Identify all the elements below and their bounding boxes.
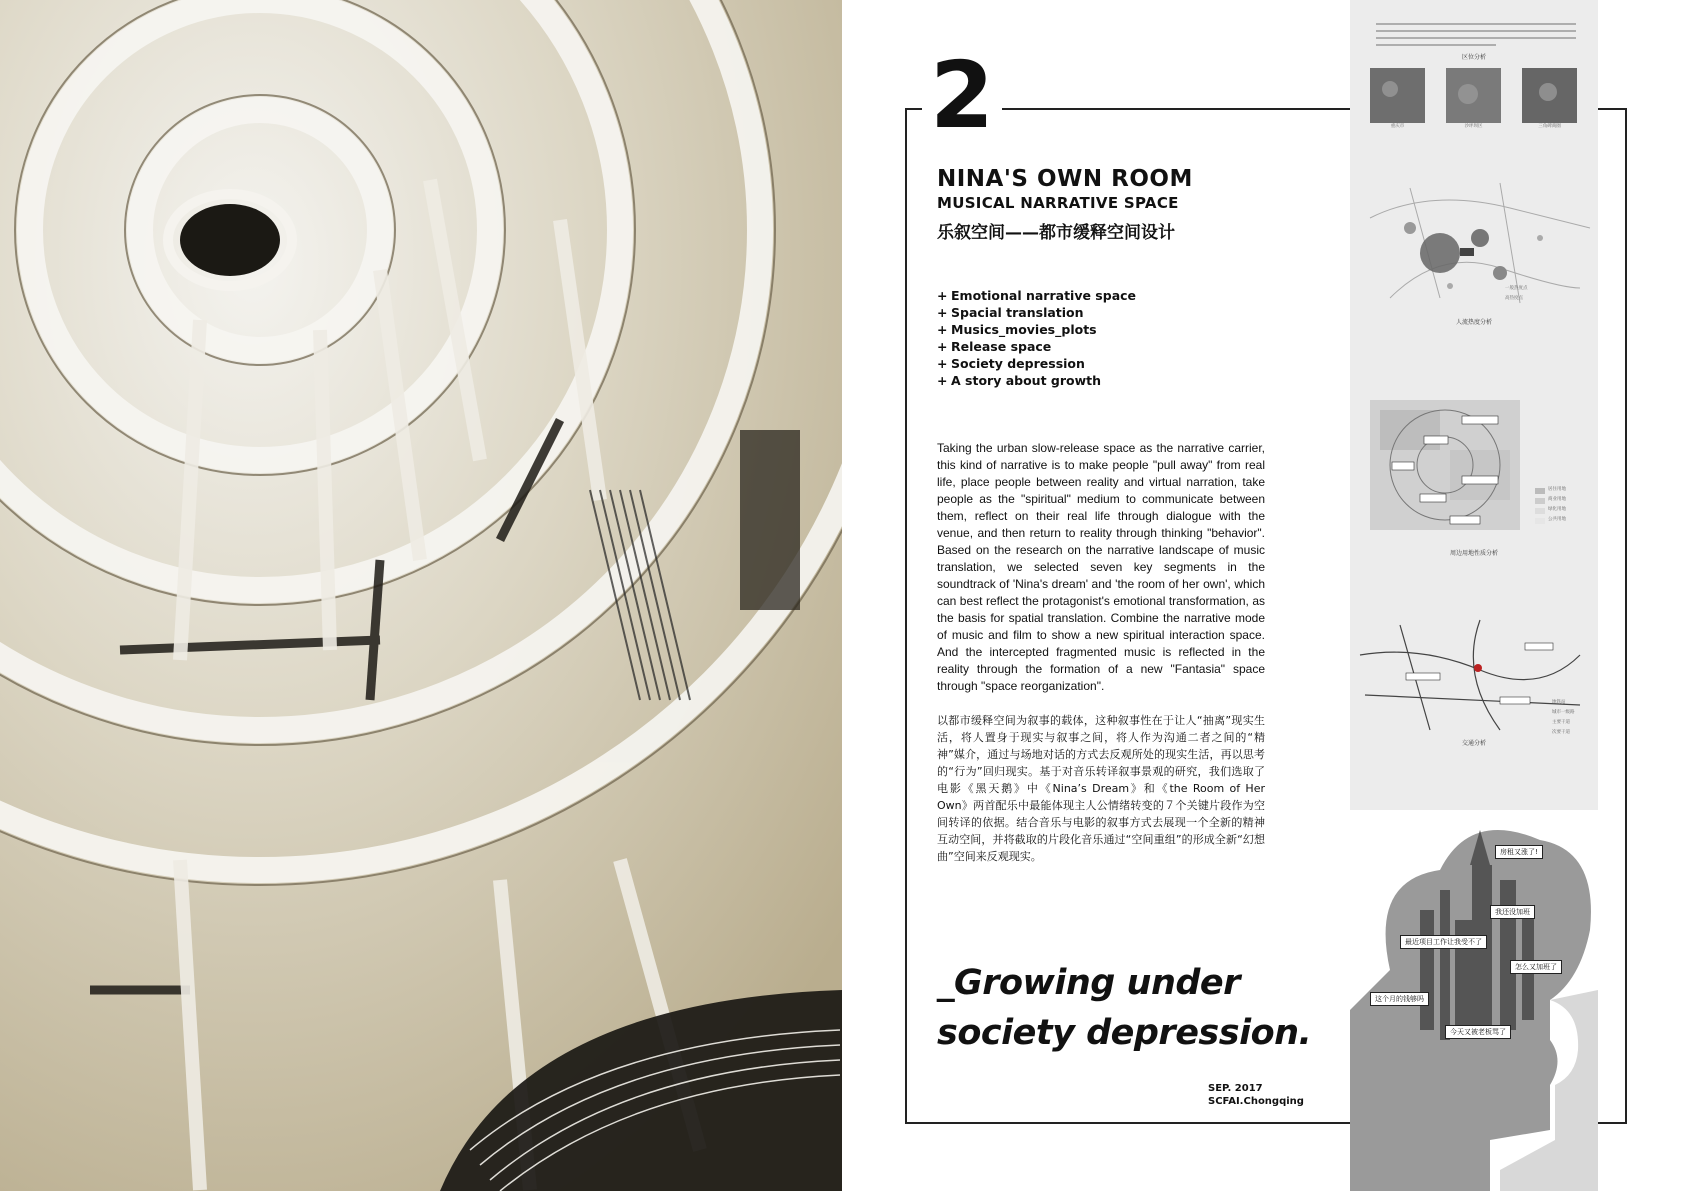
keyword-item: + Society depression bbox=[937, 356, 1085, 371]
plus-icon: + bbox=[937, 356, 948, 371]
keyword-list bbox=[937, 287, 1136, 389]
credit-block bbox=[1208, 1082, 1304, 1108]
project-title: NINA'S OWN ROOM bbox=[937, 166, 1193, 192]
project-subtitle: MUSICAL NARRATIVE SPACE bbox=[937, 194, 1179, 212]
traffic-legend-item: 城市一级路 bbox=[1552, 710, 1575, 715]
intro-text-lines bbox=[1376, 20, 1576, 50]
speech-bubble: 怎么又加班了 bbox=[1510, 960, 1562, 974]
speech-bubble: 最近项目工作让我受不了 bbox=[1400, 935, 1487, 949]
keyword-item: + Musics_movies_plots bbox=[937, 322, 1097, 337]
traffic-legend-item: 次要干道 bbox=[1552, 730, 1570, 735]
keyword-item: + Emotional narrative space bbox=[937, 288, 1137, 303]
keyword-item: + A story about growth bbox=[937, 373, 1102, 388]
traffic-analysis-title: 交通分析 bbox=[1461, 740, 1486, 747]
slogan-line-1: _Growing under bbox=[937, 963, 1240, 1003]
date-label: SEP. 2017 bbox=[1208, 1083, 1263, 1094]
slogan-line-2: society depression. bbox=[937, 1013, 1312, 1053]
intro-text-block bbox=[1376, 20, 1576, 53]
traffic-legend-item: 地铁站 bbox=[1552, 700, 1566, 705]
plus-icon: + bbox=[937, 373, 948, 388]
analysis-strip bbox=[1350, 0, 1598, 1191]
page-number: 2 bbox=[922, 50, 1002, 142]
landuse-legend-item: 绿化用地 bbox=[1548, 507, 1566, 512]
crowd-analysis-title: 人流热度分析 bbox=[1455, 319, 1492, 326]
location-analysis-title: 区位分析 bbox=[1461, 54, 1486, 61]
description-chinese: 以都市缓释空间为叙事的载体，这种叙事性在于让人“抽离”现实生活，将人置身于现实与叙事之间，将人作为沟通二者之间的“精神”媒介，通过与场地对话的方式去反观所处的现实生活，再以思考的“行为”回归现实。基于对音乐转译叙事景观的研究，我们选取了电影《黑天鹅》中《Nina’s Dream》和《the Room of Her Own》两首配乐中最能体现主人公情绪转变的７个关键片段作为空间转译的依据。结合音乐与电影的叙事方式去展现一个全新的精神互动空间，并将截取的片段化音乐通过“空间重组”的形成全新“幻想曲”空间来反观现实。 bbox=[937, 714, 1265, 863]
description-english: Taking the urban slow-release space as the narrative carrier, this kind of narrative is to make people "pull away" from real life, place people between reality and virtual narration, take people as the "spiritual" medium to communicate between them, reflect on their real life through dialogue with the venue, and then return to reality through thinking "behavior". Based on the research on the narrative landscape of music translation, we selected seven key segments in the soundtrack of 'Nina's dream' and 'the room of her own', which can best reflect the protagonist's emotional transformation, as the basis for spatial translation. Combine the narrative mode of music and film to show a new spiritual interaction space. And the intercepted fragmented music is reflected in the reality through the formation of a new "Fantasia" space through "space reorganization". bbox=[937, 441, 1265, 693]
project-title-chinese: 乐叙空间——都市缓释空间设计 bbox=[937, 223, 1175, 243]
location-map-caption: 三角碑商圈 bbox=[1538, 124, 1561, 129]
speech-bubble: 今天又被老板骂了 bbox=[1445, 1025, 1511, 1039]
landuse-analysis-title: 周边用地性质分析 bbox=[1449, 550, 1498, 557]
plus-icon: + bbox=[937, 339, 948, 354]
plus-icon: + bbox=[937, 305, 948, 320]
landuse-legend-item: 居住用地 bbox=[1548, 487, 1566, 492]
keyword-item: + Release space bbox=[937, 339, 1052, 354]
keyword-item: + Spacial translation bbox=[937, 305, 1084, 320]
crowd-legend-item: 一般热度点 bbox=[1505, 286, 1528, 291]
speech-bubble: 这个月的钱够吗 bbox=[1370, 992, 1429, 1006]
traffic-legend-item: 主要干道 bbox=[1552, 720, 1570, 725]
traffic-map bbox=[1350, 615, 1598, 735]
plus-icon: + bbox=[937, 322, 948, 337]
slogan bbox=[937, 958, 1311, 1058]
location-map-caption: 重庆市 bbox=[1390, 124, 1405, 129]
institution-label: SCFAI.Chongqing bbox=[1208, 1096, 1304, 1107]
speech-bubble: 我还没加班 bbox=[1490, 905, 1535, 919]
landuse-legend-item: 公共用地 bbox=[1548, 517, 1566, 522]
speech-bubble: 房租又涨了! bbox=[1495, 845, 1543, 859]
crowd-legend-item: 高热度点 bbox=[1505, 296, 1523, 301]
landuse-legend-item: 商业用地 bbox=[1548, 497, 1566, 502]
location-map-caption: 沙坪坝区 bbox=[1464, 124, 1483, 129]
plus-icon: + bbox=[937, 288, 948, 303]
